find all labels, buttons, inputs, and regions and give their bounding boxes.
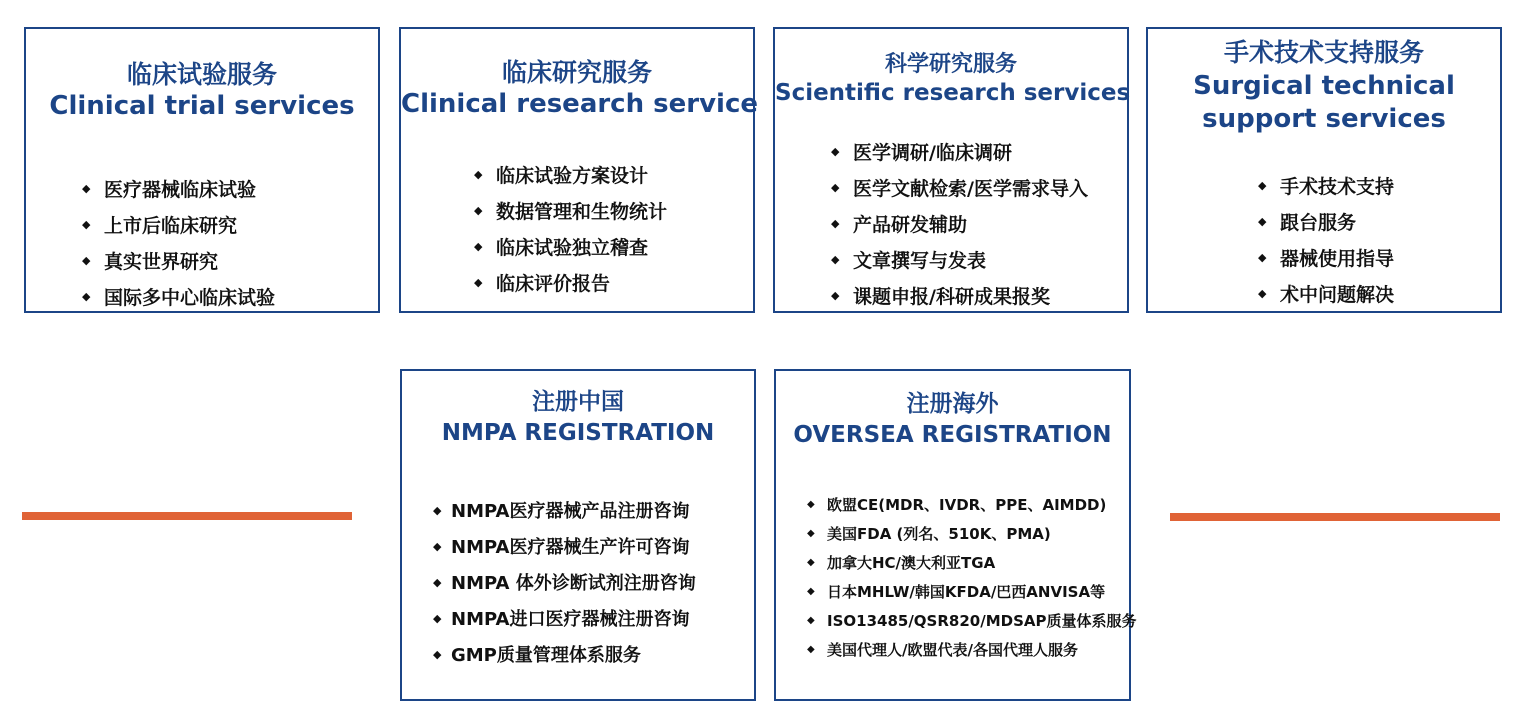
diamond-bullet-icon: ◆ <box>433 503 442 517</box>
card-title <box>775 51 1131 107</box>
card-title <box>401 57 758 121</box>
card-title-en: Scientific research services <box>775 79 1131 106</box>
list-item: ◆ 国际多中心临床试验 <box>82 286 276 309</box>
diamond-bullet-icon: ◆ <box>474 167 483 181</box>
list-item: ◆ NMPA 体外诊断试剂注册咨询 <box>433 573 696 594</box>
list-item: ◆ 医学文献检索/医学需求导入 <box>831 177 1088 200</box>
list-item: ◆ 数据管理和生物统计 <box>474 200 668 223</box>
card-title-cn: 临床研究服务 <box>501 58 652 87</box>
list-item: ◆ 上市后临床研究 <box>82 214 238 237</box>
diamond-bullet-icon: ◆ <box>831 180 840 194</box>
diamond-bullet-icon: ◆ <box>433 539 442 553</box>
diamond-bullet-icon: ◆ <box>807 615 815 626</box>
card-title-en-line-1: Surgical technical <box>1193 70 1455 101</box>
list-item: ◆ 加拿大HC/澳大利亚TGA <box>807 554 996 572</box>
card-title-en: Clinical research service <box>401 89 758 120</box>
diamond-bullet-icon: ◆ <box>1258 250 1267 264</box>
card-clinical-research <box>399 27 758 313</box>
card-title <box>26 59 378 123</box>
list-item: ◆ 产品研发辅助 <box>831 213 968 236</box>
diamond-bullet-icon: ◆ <box>807 557 815 568</box>
diamond-bullet-icon: ◆ <box>807 528 815 539</box>
diamond-bullet-icon: ◆ <box>807 586 815 597</box>
card-item-list <box>474 156 667 300</box>
diamond-bullet-icon: ◆ <box>433 611 442 625</box>
list-item: ◆ 真实世界研究 <box>82 250 219 273</box>
card-item-list <box>433 492 696 672</box>
card-surgical-support <box>1146 27 1502 313</box>
diamond-bullet-icon: ◆ <box>831 288 840 302</box>
list-item: ◆ 临床评价报告 <box>474 272 611 295</box>
list-item: ◆ NMPA进口医疗器械注册咨询 <box>433 609 690 630</box>
card-scientific-research <box>773 27 1129 313</box>
diamond-bullet-icon: ◆ <box>82 289 91 303</box>
card-title-cn: 注册中国 <box>532 389 624 415</box>
card-title <box>776 389 1129 451</box>
card-title <box>1148 37 1500 137</box>
list-item: ◆ 器械使用指导 <box>1258 247 1395 270</box>
diamond-bullet-icon: ◆ <box>1258 178 1267 192</box>
card-item-list <box>807 490 1136 664</box>
list-item: ◆ 美国FDA (列名、510K、PMA) <box>807 525 1051 543</box>
diamond-bullet-icon: ◆ <box>474 275 483 289</box>
list-item: ◆ 文章撰写与发表 <box>831 249 987 272</box>
diamond-bullet-icon: ◆ <box>433 575 442 589</box>
card-nmpa-registration <box>400 369 756 701</box>
left-decorative-line <box>22 512 352 520</box>
list-item: ◆ 美国代理人/欧盟代表/各国代理人服务 <box>807 641 1078 659</box>
card-title-cn: 临床试验服务 <box>126 60 277 89</box>
diamond-bullet-icon: ◆ <box>433 647 442 661</box>
card-title-en: OVERSEA REGISTRATION <box>793 422 1112 449</box>
card-title-en: NMPA REGISTRATION <box>441 420 715 447</box>
card-item-list <box>82 170 275 314</box>
list-item: ◆ NMPA医疗器械产品注册咨询 <box>433 501 690 522</box>
list-item: ◆ 手术技术支持 <box>1258 175 1395 198</box>
card-title-cn: 科学研究服务 <box>884 52 1017 77</box>
list-item: ◆ 医疗器械临床试验 <box>82 178 257 201</box>
card-title <box>402 387 754 449</box>
diamond-bullet-icon: ◆ <box>474 203 483 217</box>
list-item: ◆ 欧盟CE(MDR、IVDR、PPE、AIMDD) <box>807 496 1107 514</box>
list-item: ◆ 课题申报/科研成果报奖 <box>831 285 1050 308</box>
card-item-list <box>831 133 1088 313</box>
list-item: ◆ 术中问题解决 <box>1258 283 1395 306</box>
card-title-cn: 注册海外 <box>906 391 999 417</box>
list-item: ◆ 日本MHLW/韩国KFDA/巴西ANVISA等 <box>807 583 1106 601</box>
diamond-bullet-icon: ◆ <box>474 239 483 253</box>
diamond-bullet-icon: ◆ <box>807 644 815 655</box>
card-oversea-registration <box>774 369 1137 701</box>
card-clinical-trial <box>24 27 380 313</box>
list-item: ◆ NMPA医疗器械生产许可咨询 <box>433 537 690 558</box>
right-decorative-line <box>1170 513 1500 521</box>
diamond-bullet-icon: ◆ <box>1258 214 1267 228</box>
card-title-en-line-2: support services <box>1202 104 1446 135</box>
list-item: ◆ 临床试验独立稽查 <box>474 236 649 259</box>
list-item: ◆ GMP质量管理体系服务 <box>433 645 641 666</box>
card-title-cn: 手术技术支持服务 <box>1223 38 1424 67</box>
card-item-list <box>1258 167 1394 311</box>
diamond-bullet-icon: ◆ <box>82 217 91 231</box>
diamond-bullet-icon: ◆ <box>82 253 91 267</box>
diamond-bullet-icon: ◆ <box>831 252 840 266</box>
list-item: ◆ 临床试验方案设计 <box>474 164 649 187</box>
diamond-bullet-icon: ◆ <box>1258 286 1267 300</box>
card-title-en: Clinical trial services <box>49 91 355 122</box>
list-item: ◆ 医学调研/临床调研 <box>831 141 1012 164</box>
diamond-bullet-icon: ◆ <box>82 181 91 195</box>
diamond-bullet-icon: ◆ <box>807 499 815 510</box>
list-item: ◆ ISO13485/QSR820/MDSAP质量体系服务 <box>807 612 1137 630</box>
list-item: ◆ 跟台服务 <box>1258 211 1357 234</box>
diamond-bullet-icon: ◆ <box>831 144 840 158</box>
diamond-bullet-icon: ◆ <box>831 216 840 230</box>
